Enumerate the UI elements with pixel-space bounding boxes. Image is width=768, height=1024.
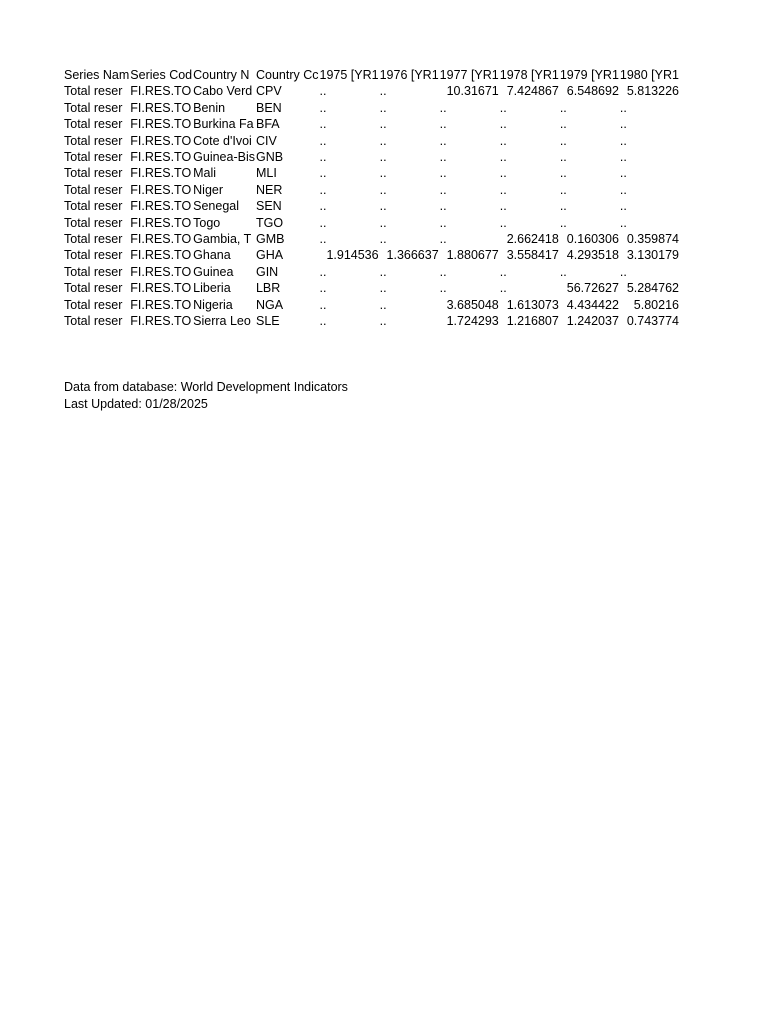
table-cell[interactable]: GMB <box>255 232 285 247</box>
table-cell[interactable]: BFA <box>255 117 280 132</box>
table-cell[interactable]: .. <box>559 182 567 197</box>
table-cell[interactable]: Total reser <box>64 281 123 296</box>
table-cell[interactable]: 56.72627 <box>566 281 619 296</box>
table-cell[interactable]: CIV <box>255 133 277 148</box>
table-cell[interactable]: SEN <box>255 199 282 214</box>
table-cell[interactable]: .. <box>319 117 327 132</box>
table-cell[interactable]: 1.880677 <box>446 248 499 263</box>
table-cell[interactable]: .. <box>499 150 507 165</box>
table-row <box>63 198 679 214</box>
table-cell[interactable]: .. <box>439 199 447 214</box>
table-cell[interactable]: .. <box>439 166 447 181</box>
table-cell[interactable]: .. <box>559 117 567 132</box>
table-cell[interactable]: BEN <box>255 100 282 115</box>
table-cell[interactable]: .. <box>499 281 507 296</box>
table-row <box>63 83 679 99</box>
table-cell[interactable]: .. <box>379 150 387 165</box>
table-cell[interactable]: LBR <box>255 281 281 296</box>
table-cell[interactable]: FI.RES.TO <box>130 215 192 230</box>
footer-notes <box>64 379 348 413</box>
table-cell[interactable]: .. <box>319 166 327 181</box>
table-cell[interactable]: .. <box>319 100 327 115</box>
table-cell[interactable]: .. <box>559 133 567 148</box>
table-cell[interactable]: .. <box>379 182 387 197</box>
table-cell[interactable]: Cabo Verd <box>193 84 253 99</box>
table-cell[interactable]: FI.RES.TO <box>130 248 192 263</box>
table-row <box>63 231 679 247</box>
table-cell[interactable]: Total reser <box>64 215 123 230</box>
table-cell[interactable]: .. <box>619 133 627 148</box>
table-cell[interactable]: .. <box>619 182 627 197</box>
table-cell[interactable]: .. <box>379 117 387 132</box>
table-cell[interactable]: Ghana <box>193 248 231 263</box>
table-cell[interactable]: Sierra Leo <box>193 314 251 329</box>
table-cell[interactable]: .. <box>559 264 567 279</box>
table-cell[interactable]: .. <box>379 232 387 247</box>
header-cell[interactable]: Series Nam <box>64 68 130 82</box>
table-row <box>63 116 679 132</box>
header-cell[interactable]: 1979 [YR1 <box>559 68 619 82</box>
table-cell[interactable]: 3.558417 <box>506 248 559 263</box>
table-cell[interactable]: 1.613073 <box>506 297 559 312</box>
table-cell[interactable]: 0.359874 <box>626 232 679 247</box>
table-cell[interactable]: 5.284762 <box>626 281 679 296</box>
table-row <box>63 297 679 313</box>
header-cell[interactable]: Series Cod <box>130 68 193 82</box>
table-cell[interactable]: .. <box>319 84 327 99</box>
table-cell[interactable]: .. <box>379 199 387 214</box>
table-cell[interactable]: FI.RES.TO <box>130 150 192 165</box>
table-cell[interactable]: .. <box>319 281 327 296</box>
table-cell[interactable]: .. <box>319 133 327 148</box>
table-cell[interactable]: .. <box>379 166 387 181</box>
table-cell[interactable]: Senegal <box>193 199 240 214</box>
table-cell[interactable]: FI.RES.TO <box>130 264 192 279</box>
table-cell[interactable]: .. <box>499 182 507 197</box>
table-cell[interactable]: .. <box>499 215 507 230</box>
spreadsheet-sheet <box>63 67 679 330</box>
table-cell[interactable]: .. <box>379 100 387 115</box>
table-cell[interactable]: 1.724293 <box>446 314 499 329</box>
table-cell[interactable]: 1.366637 <box>386 248 439 263</box>
table-cell[interactable]: Guinea-Bis <box>193 150 255 165</box>
table-cell[interactable]: Total reser <box>64 248 123 263</box>
table-row <box>63 100 679 116</box>
table-cell[interactable]: .. <box>439 232 447 247</box>
source-note[interactable]: Data from database: World Development Indicators <box>64 380 348 394</box>
header-cell[interactable]: Country Cc <box>255 68 319 82</box>
table-cell[interactable]: FI.RES.TO <box>130 297 192 312</box>
table-cell[interactable]: Togo <box>193 215 221 230</box>
header-cell[interactable]: 1978 [YR1 <box>499 68 559 82</box>
table-row <box>63 165 679 181</box>
table-cell[interactable]: Total reser <box>64 166 123 181</box>
table-cell[interactable]: .. <box>619 199 627 214</box>
table-row <box>63 133 679 149</box>
table-cell[interactable]: Gambia, T <box>193 232 252 247</box>
table-cell[interactable]: Cote d'Ivoi <box>193 133 252 148</box>
table-cell[interactable]: 1.242037 <box>566 314 619 329</box>
table-cell[interactable]: .. <box>439 100 447 115</box>
table-cell[interactable]: .. <box>559 199 567 214</box>
table-cell[interactable]: 5.80216 <box>633 297 679 312</box>
table-cell[interactable]: GNB <box>255 150 284 165</box>
table-cell[interactable]: Nigeria <box>193 297 233 312</box>
table-cell[interactable]: .. <box>379 133 387 148</box>
table-cell[interactable]: .. <box>559 150 567 165</box>
table-cell[interactable]: .. <box>439 264 447 279</box>
table-cell[interactable]: 2.662418 <box>506 232 559 247</box>
table-cell[interactable]: Total reser <box>64 150 123 165</box>
table-cell[interactable]: .. <box>499 166 507 181</box>
table-row <box>63 215 679 231</box>
table-cell[interactable]: Liberia <box>193 281 231 296</box>
table-cell[interactable]: .. <box>319 182 327 197</box>
table-cell[interactable]: FI.RES.TO <box>130 281 192 296</box>
table-cell[interactable]: NER <box>255 182 283 197</box>
table-cell[interactable]: .. <box>499 264 507 279</box>
table-cell[interactable]: .. <box>619 100 627 115</box>
table-cell[interactable]: Total reser <box>64 182 123 197</box>
last-updated-note[interactable]: Last Updated: 01/28/2025 <box>64 397 208 411</box>
table-cell[interactable]: .. <box>439 150 447 165</box>
table-cell[interactable]: Total reser <box>64 100 123 115</box>
table-cell[interactable]: .. <box>499 117 507 132</box>
table-cell[interactable]: 4.434422 <box>566 297 619 312</box>
table-cell[interactable]: .. <box>319 314 327 329</box>
header-row <box>63 67 679 83</box>
table-row <box>63 182 679 198</box>
table-cell[interactable]: Total reser <box>64 133 123 148</box>
table-cell[interactable]: .. <box>559 215 567 230</box>
table-row <box>63 264 679 280</box>
table-cell[interactable]: .. <box>439 117 447 132</box>
data-table <box>63 67 679 330</box>
table-cell[interactable]: .. <box>439 182 447 197</box>
header-cell[interactable]: 1977 [YR1 <box>439 68 499 82</box>
table-cell[interactable]: Total reser <box>64 232 123 247</box>
table-cell[interactable]: 5.813226 <box>626 84 679 99</box>
table-cell[interactable]: .. <box>379 281 387 296</box>
table-cell[interactable]: GIN <box>255 264 279 279</box>
table-cell[interactable]: FI.RES.TO <box>130 182 192 197</box>
table-cell[interactable]: Total reser <box>64 117 123 132</box>
table-cell[interactable]: MLI <box>255 166 277 181</box>
table-cell[interactable]: Burkina Fa <box>193 117 254 132</box>
table-cell[interactable]: FI.RES.TO <box>130 314 192 329</box>
table-cell[interactable]: .. <box>619 166 627 181</box>
table-cell[interactable]: 0.160306 <box>566 232 619 247</box>
table-cell[interactable]: Benin <box>193 100 226 115</box>
table-cell[interactable]: .. <box>319 232 327 247</box>
table-cell[interactable]: .. <box>319 199 327 214</box>
table-cell[interactable]: .. <box>439 281 447 296</box>
table-cell[interactable]: Guinea <box>193 264 234 279</box>
table-cell[interactable]: .. <box>379 314 387 329</box>
table-cell[interactable]: .. <box>499 199 507 214</box>
table-cell[interactable]: FI.RES.TO <box>130 84 192 99</box>
table-cell[interactable]: FI.RES.TO <box>130 133 192 148</box>
table-cell[interactable]: .. <box>499 133 507 148</box>
table-cell[interactable]: .. <box>379 297 387 312</box>
header-cell[interactable]: 1976 [YR1 <box>379 68 439 82</box>
table-cell[interactable]: Total reser <box>64 264 123 279</box>
table-cell[interactable]: Total reser <box>64 297 123 312</box>
table-cell[interactable]: .. <box>379 264 387 279</box>
table-cell[interactable]: Mali <box>193 166 217 181</box>
table-cell[interactable]: .. <box>619 150 627 165</box>
table-cell[interactable]: .. <box>319 264 327 279</box>
table-cell[interactable]: Total reser <box>64 199 123 214</box>
table-cell[interactable]: .. <box>439 133 447 148</box>
table-cell[interactable]: .. <box>559 100 567 115</box>
table-cell[interactable]: FI.RES.TO <box>130 166 192 181</box>
table-cell[interactable]: TGO <box>255 215 284 230</box>
table-cell[interactable]: .. <box>619 264 627 279</box>
table-cell[interactable]: FI.RES.TO <box>130 199 192 214</box>
table-cell[interactable]: .. <box>379 215 387 230</box>
header-cell[interactable]: 1980 [YR1 <box>619 68 679 82</box>
table-cell[interactable]: .. <box>319 297 327 312</box>
table-cell[interactable]: .. <box>439 215 447 230</box>
table-cell[interactable]: 4.293518 <box>566 248 619 263</box>
table-cell[interactable]: 3.130179 <box>626 248 679 263</box>
table-cell[interactable]: .. <box>319 150 327 165</box>
table-cell[interactable]: .. <box>499 100 507 115</box>
table-row <box>63 149 679 165</box>
header-cell[interactable]: 1975 [YR1 <box>319 68 379 82</box>
header-cell[interactable]: Country N <box>193 68 250 82</box>
table-cell[interactable]: Total reser <box>64 314 123 329</box>
table-cell[interactable]: .. <box>619 117 627 132</box>
table-cell[interactable]: Total reser <box>64 84 123 99</box>
table-cell[interactable]: FI.RES.TO <box>130 232 192 247</box>
table-cell[interactable]: CPV <box>255 84 282 99</box>
table-cell[interactable]: 3.685048 <box>446 297 499 312</box>
table-cell[interactable]: 6.548692 <box>566 84 619 99</box>
table-row <box>63 247 679 263</box>
table-cell[interactable]: SLE <box>255 314 280 329</box>
table-cell[interactable]: .. <box>319 215 327 230</box>
table-cell[interactable]: NGA <box>255 297 284 312</box>
table-cell[interactable]: 1.216807 <box>506 314 559 329</box>
table-cell[interactable]: .. <box>559 166 567 181</box>
table-row <box>63 313 679 329</box>
table-cell[interactable]: 7.424867 <box>506 84 559 99</box>
table-cell[interactable]: GHA <box>255 248 284 263</box>
table-cell[interactable]: 1.914536 <box>326 248 379 263</box>
table-cell[interactable]: FI.RES.TO <box>130 117 192 132</box>
table-cell[interactable]: .. <box>379 84 387 99</box>
table-cell[interactable]: Niger <box>193 182 224 197</box>
table-cell[interactable]: FI.RES.TO <box>130 100 192 115</box>
table-row <box>63 280 679 296</box>
table-cell[interactable]: 0.743774 <box>626 314 679 329</box>
table-cell[interactable]: 10.31671 <box>446 84 499 99</box>
table-cell[interactable]: .. <box>619 215 627 230</box>
